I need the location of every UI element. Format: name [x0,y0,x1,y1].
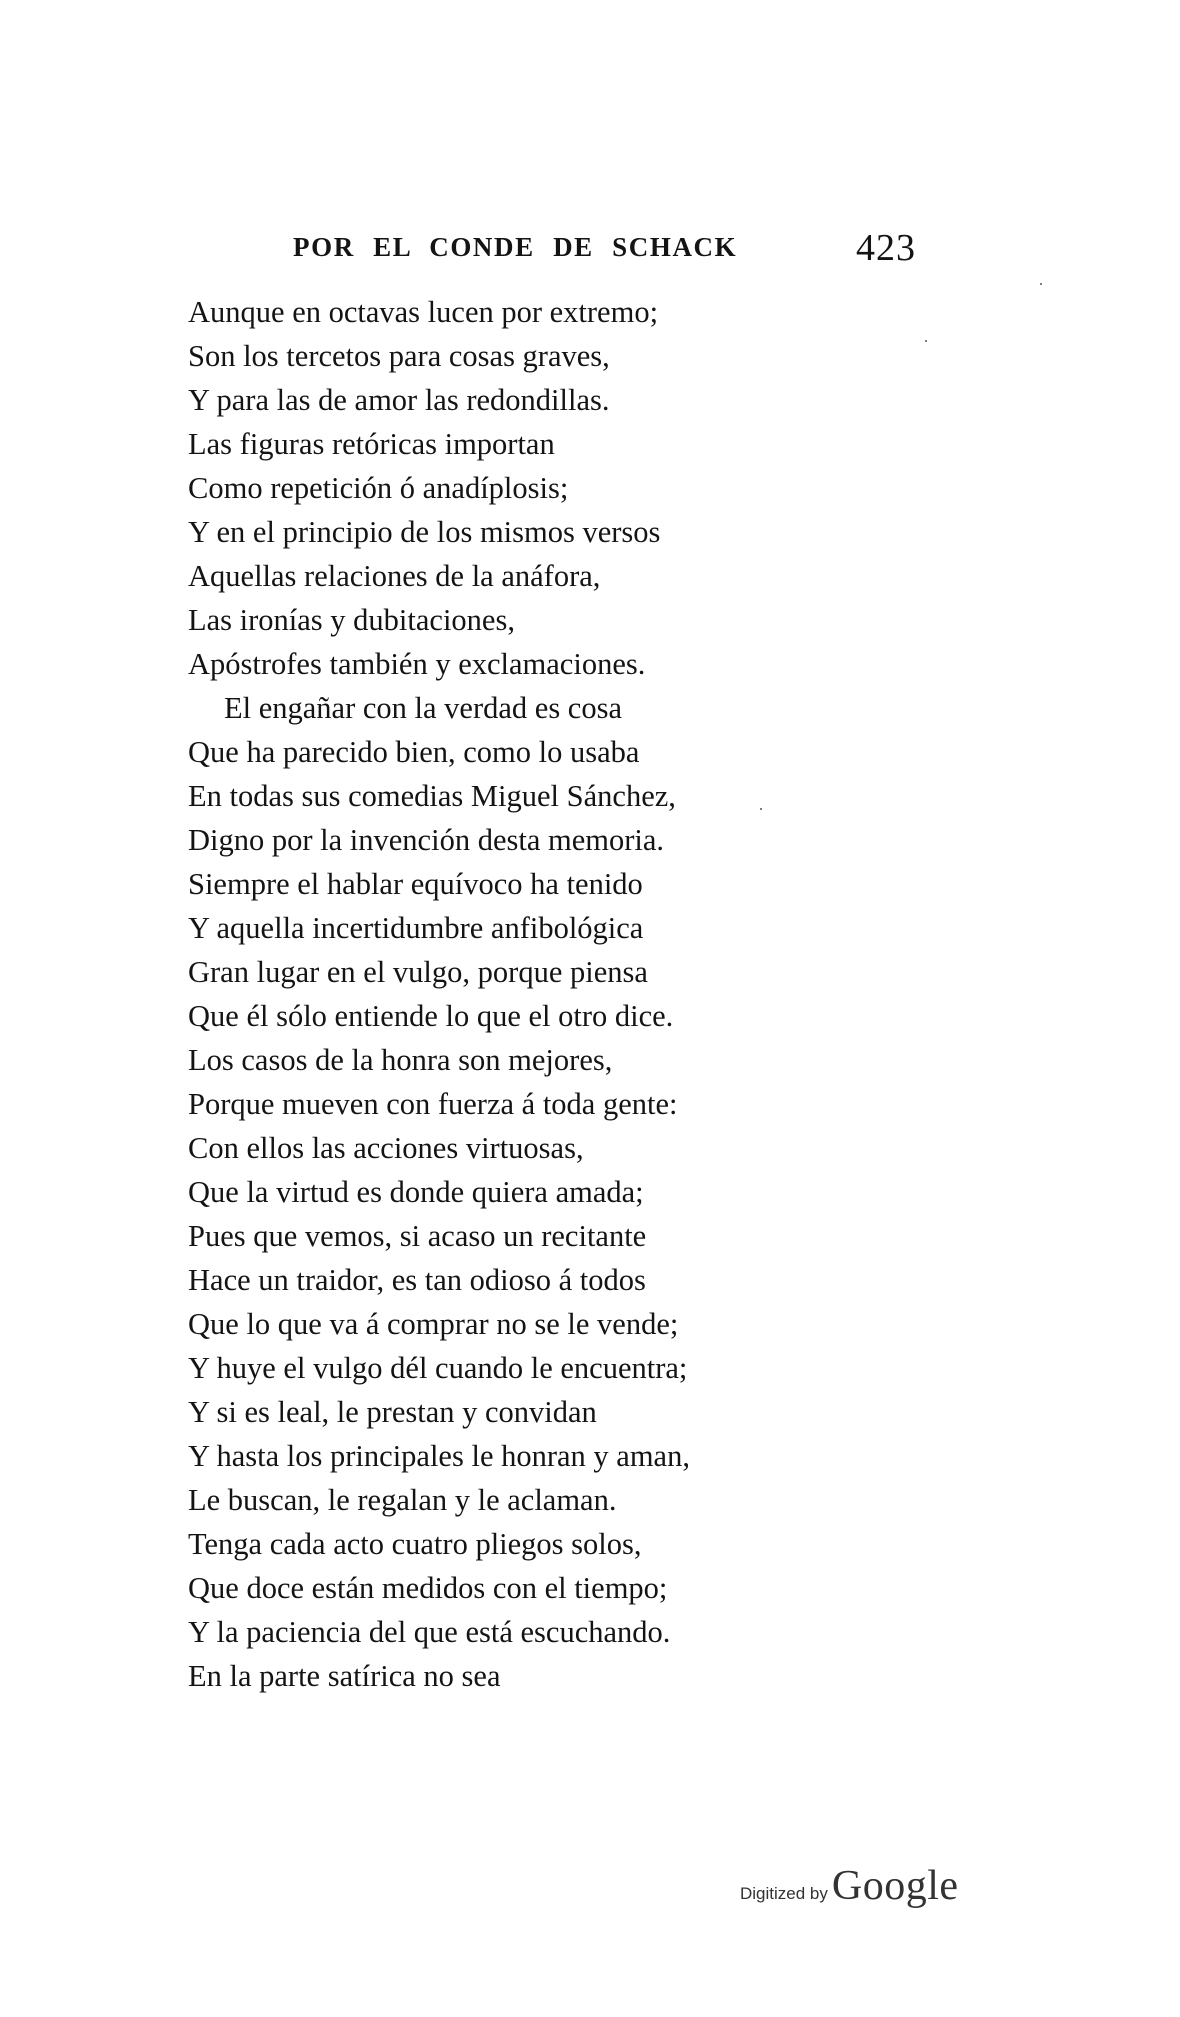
verse-line: Y en el principio de los mismos versos [188,515,661,549]
stray-mark [1040,283,1042,285]
watermark-prefix: Digitized by [740,1884,828,1903]
verse-line: Gran lugar en el vulgo, porque piensa [188,955,648,989]
verse-line: Como repetición ó anadíplosis; [188,471,569,505]
verse-line: Y la paciencia del que está escuchando. [188,1615,671,1649]
verse-line: Y aquella incertidumbre anfibológica [188,911,644,945]
verse-block [188,290,1048,1698]
verse-line: En la parte satírica no sea [188,1659,501,1693]
verse-line: Con ellos las acciones virtuosas, [188,1131,584,1165]
verse-line: El engañar con la verdad es cosa [224,691,623,725]
verse-line: Pues que vemos, si acaso un recitante [188,1219,647,1253]
page-number: 423 [856,227,916,269]
verse-line: Son los tercetos para cosas graves, [188,339,610,373]
verse-line: En todas sus comedias Miguel Sánchez, [188,779,676,813]
verse-line: Apóstrofes también y exclamaciones. [188,647,646,681]
verse-line: Aquellas relaciones de la anáfora, [188,559,601,593]
running-title: POR EL CONDE DE SCHACK [293,232,738,262]
verse-line: Hace un traidor, es tan odioso á todos [188,1263,646,1297]
verse-line: Porque mueven con fuerza á toda gente: [188,1087,678,1121]
running-header [0,227,1180,272]
verse-line: Y para las de amor las redondillas. [188,383,610,417]
verse-line: Que la virtud es donde quiera amada; [188,1175,644,1209]
verse-line: Y hasta los principales le honran y aman, [188,1439,690,1473]
verse-line: Los casos de la honra son mejores, [188,1043,613,1077]
verse-line: Le buscan, le regalan y le aclaman. [188,1483,617,1517]
digitized-by-watermark [740,1862,959,1910]
verse-line: Que lo que va á comprar no se le vende; [188,1307,679,1341]
verse-line: Las ironías y dubitaciones, [188,603,515,637]
verse-line: Las figuras retóricas importan [188,427,555,461]
verse-line: Que doce están medidos con el tiempo; [188,1571,668,1605]
stray-mark [760,808,762,810]
stray-mark [925,340,927,342]
verse-line: Que él sólo entiende lo que el otro dice. [188,999,674,1033]
verse-line: Siempre el hablar equívoco ha tenido [188,867,643,901]
verse-line: Tenga cada acto cuatro pliegos solos, [188,1527,642,1561]
verse-line: Y si es leal, le prestan y convidan [188,1395,597,1429]
verse-line: Digno por la invención desta memoria. [188,823,665,857]
google-logo: Google [831,1863,959,1909]
verse-line: Que ha parecido bien, como lo usaba [188,735,640,769]
verse-line: Y huye el vulgo dél cuando le encuentra; [188,1351,688,1385]
verse-line: Aunque en octavas lucen por extremo; [188,295,659,329]
